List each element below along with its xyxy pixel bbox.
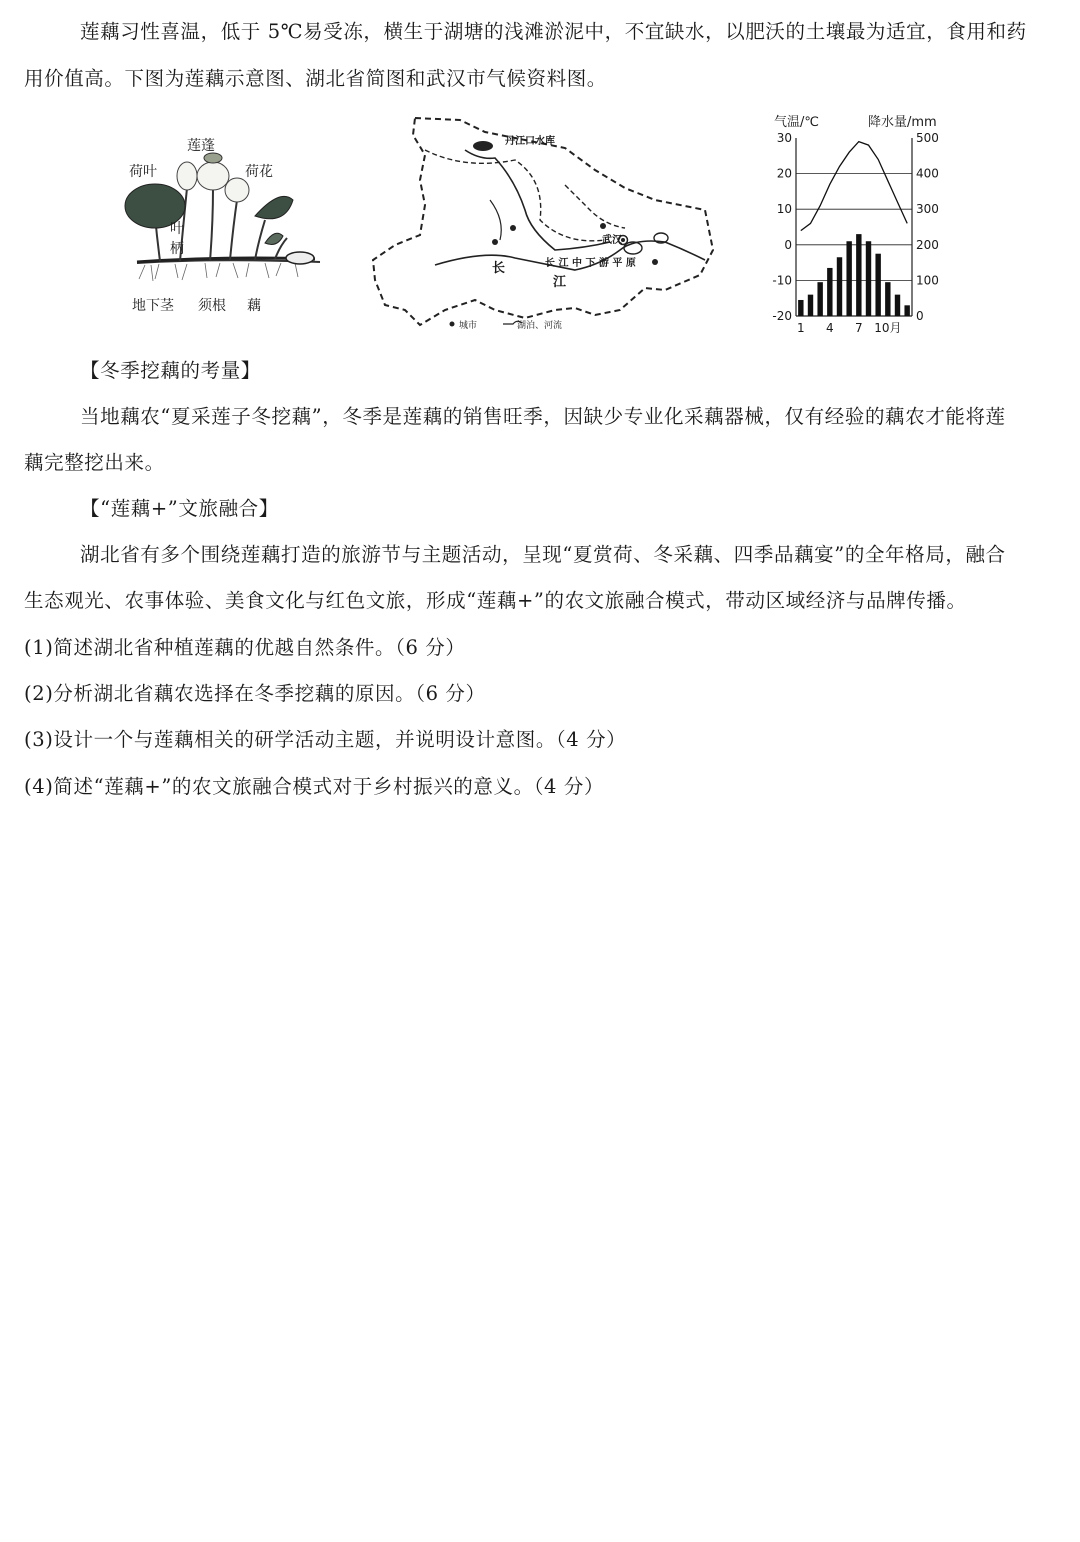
chart-ylabel-left: 气温/℃ bbox=[774, 115, 819, 130]
chart-bar bbox=[798, 300, 803, 316]
lotus-figure bbox=[115, 128, 330, 328]
label-wuhan: 武汉 bbox=[602, 235, 622, 246]
chart-right-tick-label: 200 bbox=[916, 237, 939, 252]
chart-bar bbox=[895, 295, 900, 316]
chart-axes bbox=[796, 138, 912, 316]
chart-line bbox=[801, 142, 907, 231]
label-ou: 藕 bbox=[247, 298, 261, 314]
label-reservoir: 丹江口水库 bbox=[505, 136, 555, 147]
label-plain: 长 江 中 下 游 平 原 bbox=[545, 258, 636, 269]
question-3: (3)设计一个与莲藕相关的研学活动主题，并说明设计意图。（4 分） bbox=[24, 728, 627, 751]
chart-right-tick-label: 100 bbox=[916, 273, 939, 288]
chart-bar bbox=[846, 241, 851, 316]
chart-left-tick-label: 20 bbox=[776, 166, 792, 181]
chart-x-tick-label: 1 bbox=[797, 321, 805, 335]
label-chang: 长 bbox=[492, 261, 506, 276]
chart-temperature-line bbox=[801, 142, 907, 231]
intro-line-1: 莲藕习性喜温，低于 5℃易受冻，横生于湖塘的浅滩淤泥中，不宜缺水，以肥沃的土壤最为适宜，食用和药 bbox=[80, 20, 1027, 43]
label-ye: 叶 bbox=[170, 221, 184, 237]
chart-x-tick-label: 4 bbox=[826, 321, 834, 335]
hubei-map-figure bbox=[365, 110, 725, 338]
section1-line-1: 当地藕农“夏采莲子冬挖藕”，冬季是莲藕的销售旺季，因缺少专业化采藕器械，仅有经验的藕农才能将莲 bbox=[80, 405, 1006, 428]
chart-right-tick-label: 500 bbox=[916, 131, 939, 145]
chart-bars bbox=[798, 234, 910, 316]
label-jiang: 江 bbox=[553, 275, 567, 290]
section1-heading: 【冬季挖藕的考量】 bbox=[80, 359, 261, 382]
question-2: (2)分析湖北省藕农选择在冬季挖藕的原因。（6 分） bbox=[24, 682, 486, 705]
label-dixiajing: 地下茎 bbox=[132, 298, 174, 314]
chart-ylabel-right: 降水量/mm bbox=[868, 115, 937, 130]
hubei-map bbox=[365, 110, 725, 338]
label-hehua: 荷花 bbox=[245, 164, 273, 180]
chart-x-tick-label: 10月 bbox=[874, 321, 902, 335]
chart-bar bbox=[885, 282, 890, 316]
section1-line-2: 藕完整挖出来。 bbox=[24, 451, 165, 474]
legend-city-icon bbox=[450, 322, 455, 327]
chart-bar bbox=[837, 257, 842, 316]
intro-line-2: 用价值高。下图为莲藕示意图、湖北省简图和武汉市气候资料图。 bbox=[24, 67, 607, 90]
climate-chart-figure bbox=[762, 112, 952, 342]
chart-left-tick-label: 10 bbox=[776, 202, 792, 217]
section2-heading: 【“莲藕+”文旅融合】 bbox=[80, 497, 279, 520]
chart-bar bbox=[856, 234, 861, 316]
label-bing: 柄 bbox=[170, 241, 184, 257]
chart-bar bbox=[904, 305, 909, 316]
question-4: (4)简述“莲藕+”的农文旅融合模式对于乡村振兴的意义。（4 分） bbox=[24, 775, 605, 798]
label-heye: 荷叶 bbox=[129, 164, 157, 180]
question-1: (1)简述湖北省种植莲藕的优越自然条件。（6 分） bbox=[24, 636, 466, 659]
chart-left-tick-label: -10 bbox=[772, 273, 792, 288]
chart-bar bbox=[827, 268, 832, 316]
chart-x-tick-label: 7 bbox=[855, 321, 863, 335]
climate-chart bbox=[762, 112, 952, 342]
legend-city: 城市 bbox=[459, 321, 478, 331]
chart-right-tick-label: 400 bbox=[916, 166, 939, 181]
chart-bar bbox=[866, 241, 871, 316]
chart-left-tick-label: 0 bbox=[784, 237, 792, 252]
chart-right-tick-label: 300 bbox=[916, 202, 939, 217]
lotus-illustration bbox=[115, 128, 330, 328]
chart-bar bbox=[817, 282, 822, 316]
chart-right-tick-label: 0 bbox=[916, 309, 924, 323]
chart-ticks bbox=[772, 131, 939, 335]
label-lianpeng: 莲蓬 bbox=[187, 138, 215, 154]
label-xugen: 须根 bbox=[198, 298, 226, 314]
chart-bar bbox=[875, 254, 880, 316]
section2-line-1: 湖北省有多个围绕莲藕打造的旅游节与主题活动，呈现“夏赏荷、冬采藕、四季品藕宴”的全年格局，融合 bbox=[80, 543, 1006, 566]
section2-line-2: 生态观光、农事体验、美食文化与红色文旅，形成“莲藕+”的农文旅融合模式，带动区域经济与品牌传播。 bbox=[24, 589, 967, 612]
chart-left-tick-label: -20 bbox=[772, 309, 792, 323]
chart-bar bbox=[808, 295, 813, 316]
legend-lake: 湖泊、河流 bbox=[517, 321, 563, 331]
chart-left-tick-label: 30 bbox=[776, 131, 792, 145]
